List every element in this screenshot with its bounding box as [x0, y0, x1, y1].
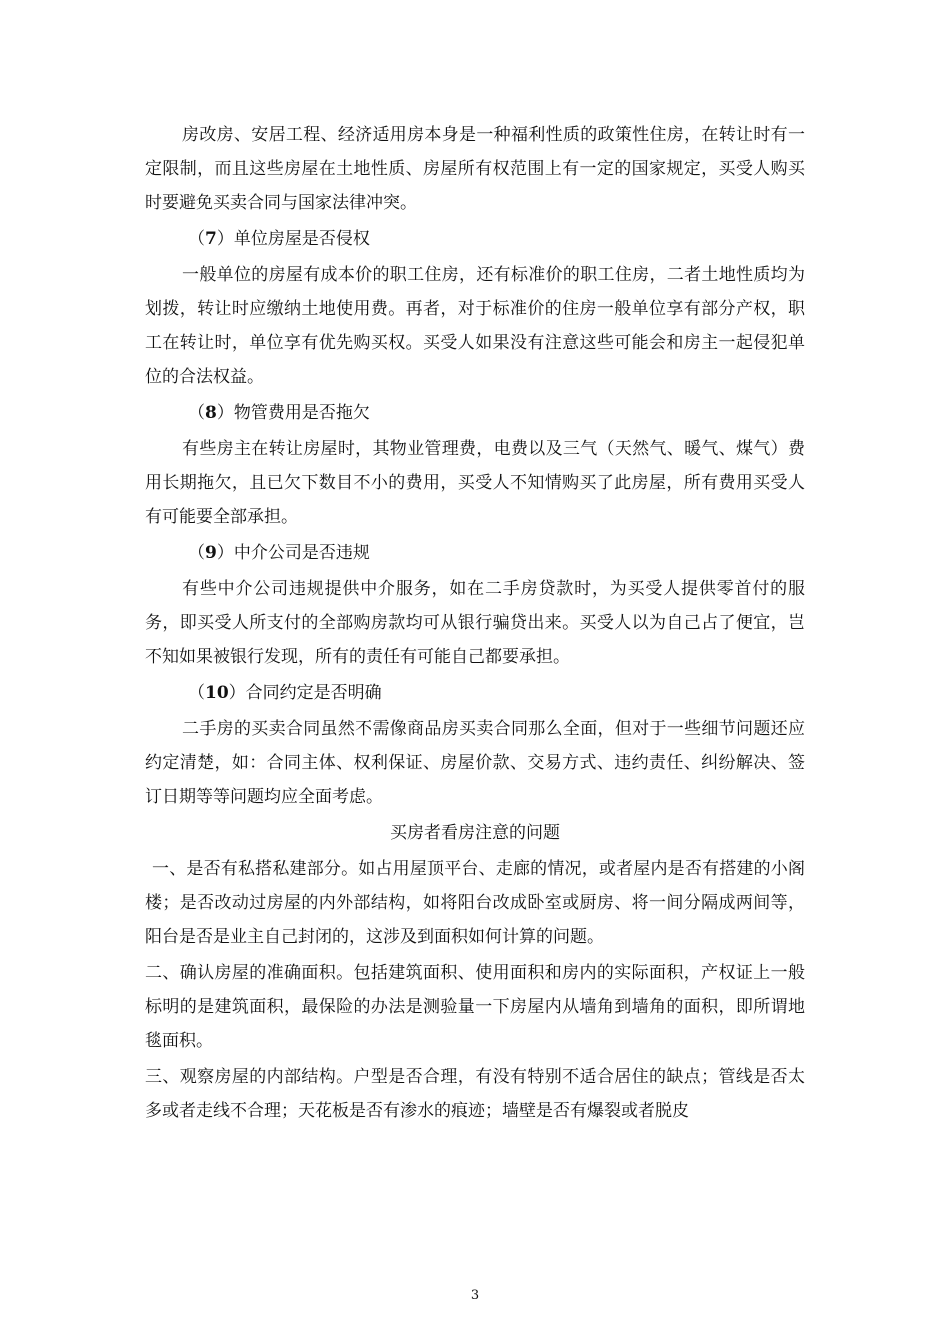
paragraph-work-unit-housing: 一般单位的房屋有成本价的职工住房，还有标准价的职工住房，二者土地性质均为划拨，转让时应缴纳土地使用费。再者，对于标准价的住房一般单位享有部分产权，职工在转让时，单位享有优先购买权。买受人如果没有注意这些可能会和房主一起侵犯单位的合法权益。: [145, 265, 805, 387]
subheading-7: （7）单位房屋是否侵权: [188, 229, 370, 249]
page-content: [145, 118, 805, 1130]
subheading-number: 8: [205, 403, 217, 423]
subheading-title: 单位房屋是否侵权: [233, 229, 370, 249]
subheading-number: 10: [205, 683, 229, 703]
list-item-inner-structure: 三、观察房屋的内部结构。户型是否合理，有没有特别不适合居住的缺点；管线是否太多或者走线不合理；天花板是否有渗水的痕迹；墙壁是否有爆裂或者脱皮: [145, 1067, 805, 1121]
paragraph-property-fees: 有些房主在转让房屋时，其物业管理费，电费以及三气（天然气、暖气、煤气）费用长期拖欠，且已欠下数目不小的费用，买受人不知情购买了此房屋，所有费用买受人有可能要全部承担。: [145, 439, 805, 527]
subheading-9: （9）中介公司是否违规: [188, 543, 370, 563]
subheading-title: 物管费用是否拖欠: [233, 403, 370, 423]
paragraph-policy-housing: 房改房、安居工程、经济适用房本身是一种福利性质的政策性住房，在转让时有一定限制，而且这些房屋在土地性质、房屋所有权范围上有一定的国家规定，买受人购买时要避免买卖合同与国家法律冲突。: [145, 125, 805, 213]
list-item-confirm-area: 二、确认房屋的准确面积。包括建筑面积、使用面积和房内的实际面积，产权证上一般标明的是建筑面积，最保险的办法是测验量一下房屋内从墙角到墙角的面积，即所谓地毯面积。: [145, 963, 805, 1051]
subheading-title: 合同约定是否明确: [245, 683, 382, 703]
page-number: 3: [470, 1288, 480, 1303]
subheading-10: （10）合同约定是否明确: [188, 683, 382, 703]
paragraph-agency-violation: 有些中介公司违规提供中介服务，如在二手房贷款时，为买受人提供零首付的服务，即买受人所支付的全部购房款均可从银行骗贷出来。买受人以为自己占了便宜，岂不知如果被银行发现，所有的责任有可能自己都要承担。: [145, 579, 805, 667]
section-title: 买房者看房注意的问题: [390, 823, 560, 843]
list-item-illegal-construction: 一、是否有私搭私建部分。如占用屋顶平台、走廊的情况，或者屋内是否有搭建的小阁楼；是否改动过房屋的内外部结构，如将阳台改成卧室或厨房、将一间分隔成两间等，阳台是否是业主自己封闭的，这涉及到面积如何计算的问题。: [145, 859, 805, 947]
paragraph-contract-terms: 二手房的买卖合同虽然不需像商品房买卖合同那么全面，但对于一些细节问题还应约定清楚，如：合同主体、权利保证、房屋价款、交易方式、违约责任、纠纷解决、签订日期等等问题均应全面考虑。: [145, 719, 805, 807]
subheading-title: 中介公司是否违规: [233, 543, 370, 563]
subheading-8: （8）物管费用是否拖欠: [188, 403, 370, 423]
subheading-number: 9: [205, 543, 217, 563]
subheading-number: 7: [205, 229, 217, 249]
